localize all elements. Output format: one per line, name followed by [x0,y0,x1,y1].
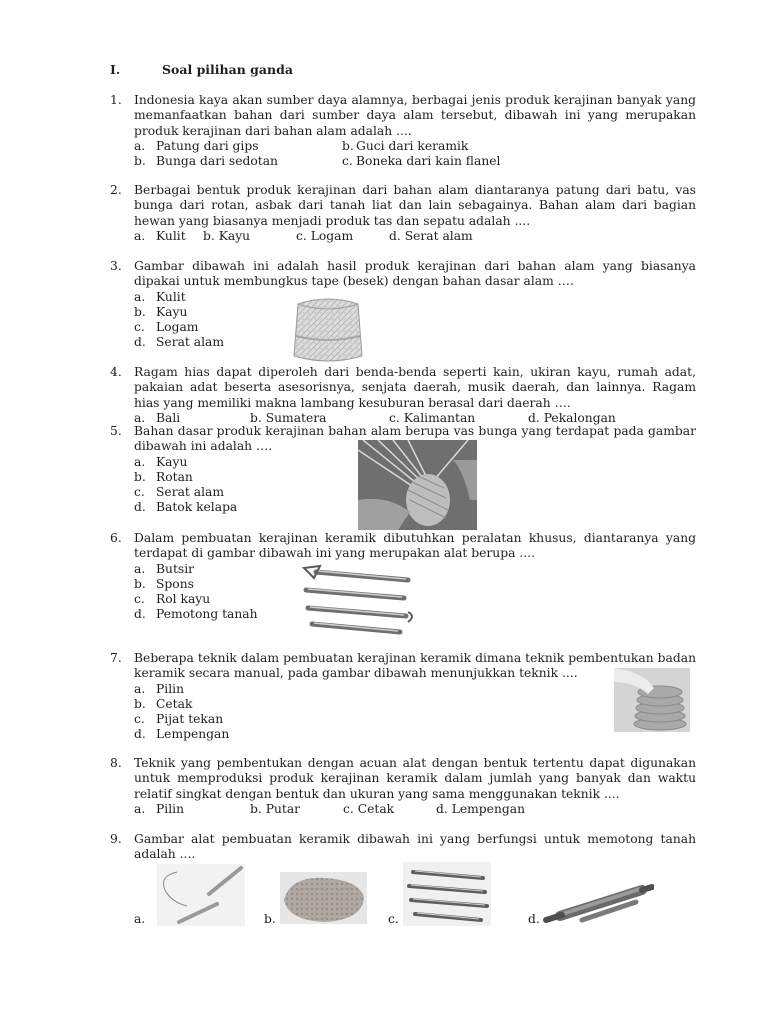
option-letter: b. [264,912,276,926]
option-text: Guci dari keramik [356,138,469,153]
option-text: Boneka dari kain flanel [356,154,501,169]
option: b. Spons [134,576,194,591]
options-row [134,802,696,817]
question-8 [110,756,696,817]
question-text: Berbagai bentuk produk kerajinan dari bahan alam diantaranya patung dari batu, vas bunga dari rotan, asbak dari tanah liat dan lain sebagainya. Bahan alam dari bagian hewan yang biasanya menjadi produk tas dan sepatu adalah .... [134,183,696,228]
option-letter: a. [134,912,146,926]
option: a. Butsir [134,561,195,576]
options-row [134,154,696,169]
tools-set-image [403,862,491,926]
option-letter: d. [528,912,540,926]
option: c. Pijat tekan [134,712,224,727]
option: b. Rotan [134,469,193,484]
options-row [134,139,696,154]
besek-basket-image [288,292,368,368]
question-9 [110,832,696,863]
option-text: c. Logam [296,228,354,243]
option-letter: b. [342,138,354,153]
wire-cutter-image [157,864,245,926]
option: d. Pemotong tanah [134,607,258,622]
question-text: Ragam hias dapat diperoleh dari benda-benda seperti kain, ukiran kayu, rumah adat, pakaian adat beserta asesorisnya, senjata daerah, musik daerah, dan lainnya. Ragam hias yang memiliki makna lambang kesuburan berasal dari daerah …. [134,365,696,410]
option: a. Kayu [134,454,188,469]
question-text: Gambar alat pembuatan keramik dibawah ini yang berfungsi untuk memotong tanah adalah .... [134,832,696,862]
rattan-vase-image [358,440,477,530]
question-text: Dalam pembuatan kerajinan keramik dibutuhkan peralatan khusus, diantaranya yang terdapat di gambar dibawah ini yang merupakan alat berupa .... [134,531,696,561]
modeling-tools-image [296,560,416,640]
question-2 [110,183,696,244]
option-text: d. Serat alam [389,228,473,243]
option: d. Serat alam [134,335,225,350]
option-text: d. Lempengan [436,801,525,816]
option: a. Kulit [134,289,186,304]
option-text: Bali [156,410,181,425]
option-letter: c. [388,912,399,926]
options-row [134,229,696,244]
question-text: Indonesia kaya akan sumber daya alamnya, berbagai jenis produk kerajinan banyak yang memanfaatkan bahan dari sumber daya alam tersebut, dibawah ini yang merupakan produk kerajinan dari bahan alam adalah .... [134,93,696,138]
option-letter: a. [134,410,146,425]
option: d. Lempengan [134,727,230,742]
option-letter: b. [134,154,146,169]
section-heading [110,62,293,77]
option-text: Patung dari gips [156,138,259,153]
question-number: 8. [110,756,122,770]
option-text: b. Kayu [203,228,251,243]
section-number: I. [110,62,121,77]
question-text: Gambar dibawah ini adalah hasil produk kerajinan dari bahan alam yang biasanya dipakai untuk membungkus tape (besek) dengan bahan dasar alam …. [134,259,696,289]
option: c. Logam [134,320,199,335]
option: d. Batok kelapa [134,500,238,515]
question-7 [110,651,696,743]
wooden-roller-image [542,880,654,926]
question-text: Teknik yang pembentukan dengan acuan alat dengan bentuk tertentu dapat digunakan untuk memproduksi produk kerajinan keramik dalam jumlah yang banyak dan waktu relatif singkat dengan bentuk dan ukuran yang sama menggunakan teknik .... [134,756,696,801]
sponge-image [280,872,367,924]
option: b. Kayu [134,304,188,319]
question-number: 1. [110,93,122,107]
option-text: d. Pekalongan [528,410,616,425]
question-number: 2. [110,183,122,197]
option: c. Serat alam [134,485,225,500]
options-list [134,290,696,351]
question-number: 5. [110,424,122,438]
question-number: 7. [110,651,122,665]
question-text: Beberapa teknik dalam pembuatan kerajinan keramik dimana teknik pembentukan badan keramik secara manual, pada gambar dibawah menunjukkan teknik .... [134,651,696,681]
option-text: Bunga dari sedotan [156,154,278,169]
option: b. Cetak [134,696,193,711]
question-text: Bahan dasar produk kerajinan bahan alam berupa vas bunga yang terdapat pada gambar dibawah ini adalah …. [134,424,696,454]
section-title: Soal pilihan ganda [162,62,293,77]
option: a. Pilin [134,681,184,696]
option-text: b. Putar [250,801,301,816]
question-number: 6. [110,531,122,545]
option-letter: a. [134,228,146,243]
option-text: c. Kalimantan [389,410,476,425]
option-letter: a. [134,801,146,816]
question-number: 9. [110,832,122,846]
option-text: c. Cetak [343,801,395,816]
option-text: Pilin [156,801,184,816]
question-number: 3. [110,259,122,273]
option-text: Kulit [156,228,186,243]
option-text: b. Sumatera [250,410,327,425]
question-number: 4. [110,365,122,379]
question-3 [110,259,696,351]
option-letter: c. [342,154,353,169]
question-1 [110,93,696,169]
question-4 [110,365,696,426]
coiled-pot-image [614,668,690,732]
option: c. Rol kayu [134,592,211,607]
options-list [134,682,696,743]
option-letter: a. [134,138,146,153]
